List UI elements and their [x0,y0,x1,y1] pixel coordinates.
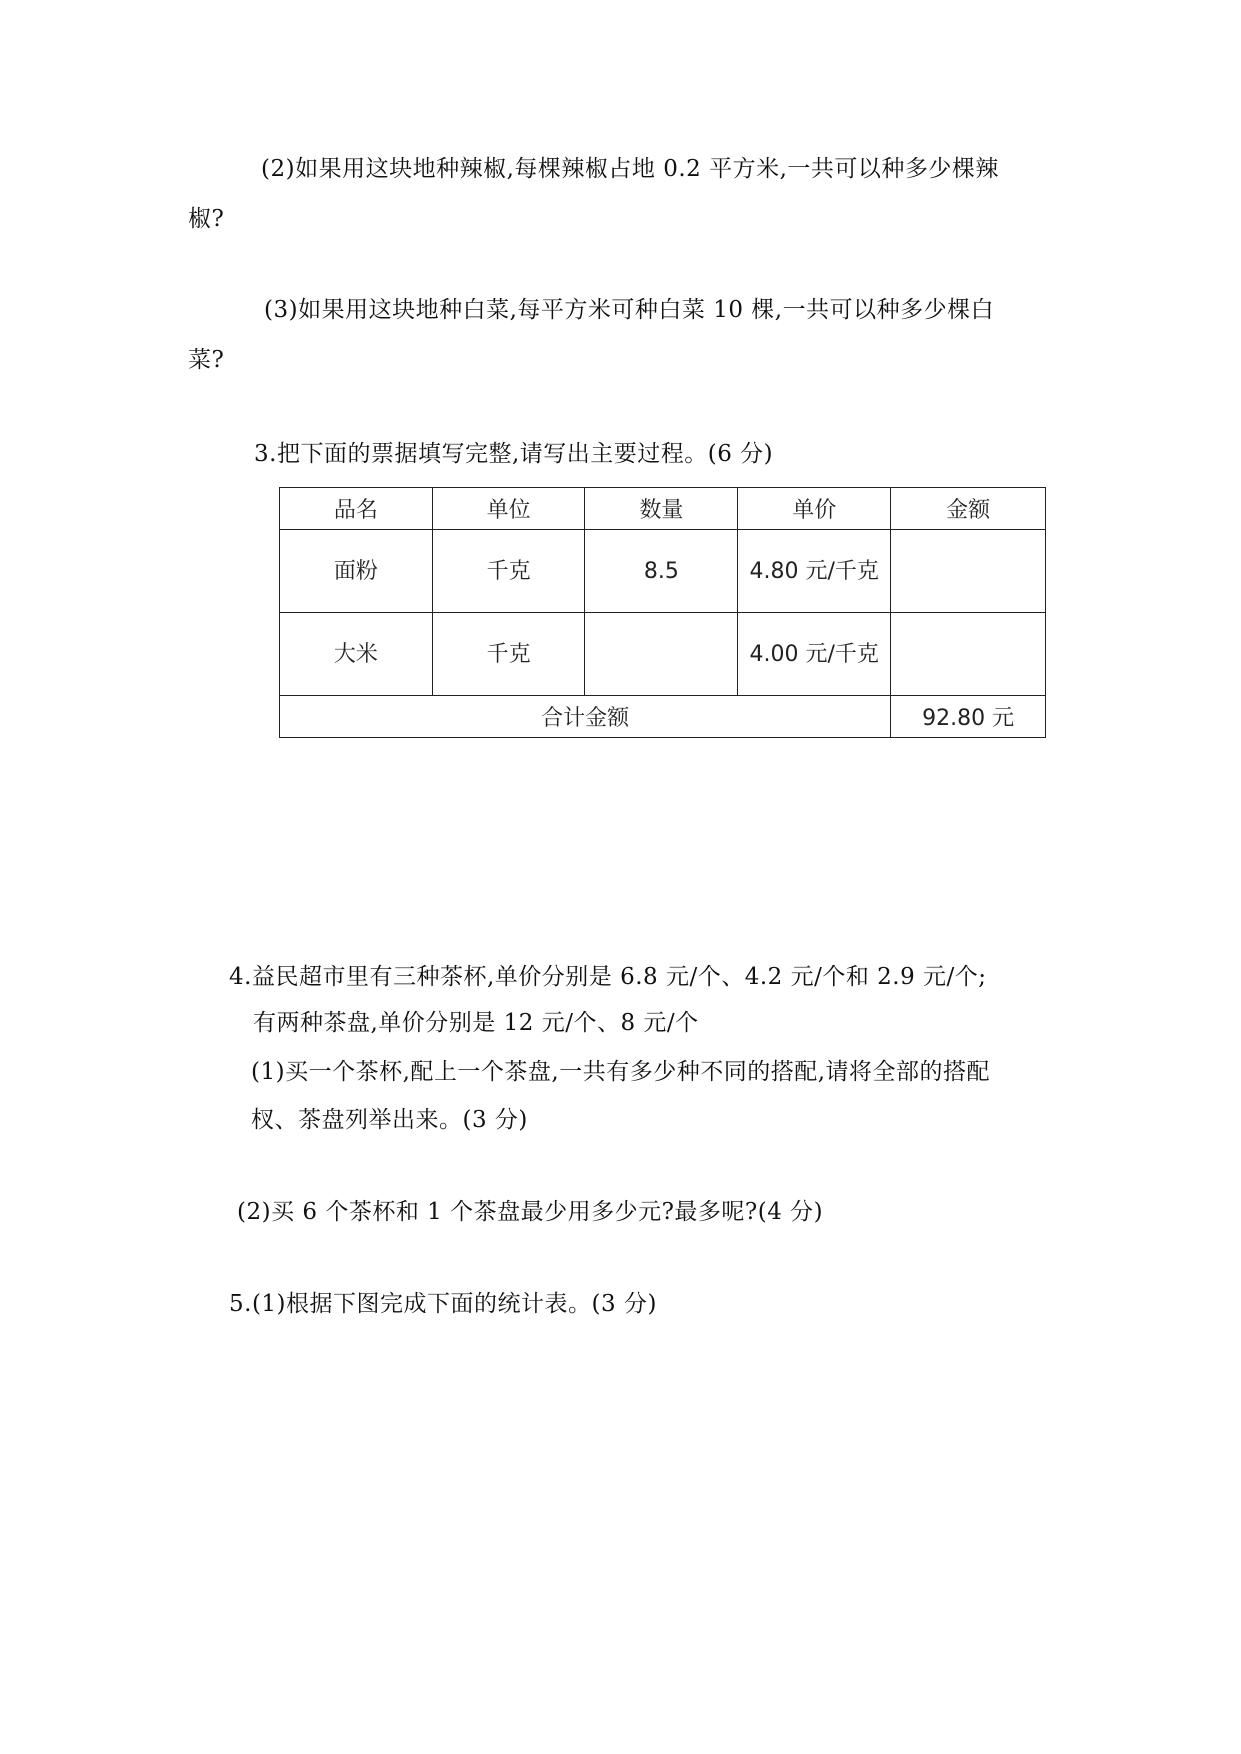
q4-sub1-line2: 杈、茶盘列举出来。(3 分) [251,1107,528,1133]
receipt-total-row [280,696,1046,738]
q2-3-line2: 菜? [188,347,225,373]
row-amount [891,530,1046,613]
q2-2-line2: 椒? [188,206,225,232]
table-row [280,530,1046,613]
receipt-table [279,487,1046,738]
row-price: 4.80 元/千克 [738,530,891,613]
q2-2-line1: (2)如果用这块地种辣椒,每棵辣椒占地 0.2 平方米,一共可以种多少棵辣 [261,156,999,182]
row-name: 大米 [280,613,433,696]
receipt-header-row [280,488,1046,530]
q3-title: 3.把下面的票据填写完整,请写出主要过程。(6 分) [254,441,774,467]
q2-3-line1: (3)如果用这块地种白菜,每平方米可种白菜 10 棵,一共可以种多少棵白 [264,297,995,323]
q4-line2: 有两种茶盘,单价分别是 12 元/个、8 元/个 [253,1010,699,1036]
q4-line1: 4.益民超市里有三种茶杯,单价分别是 6.8 元/个、4.2 元/个和 2.9 元/个; [229,964,987,990]
header-name: 品名 [280,488,433,530]
q4-sub2: (2)买 6 个茶杯和 1 个茶盘最少用多少元?最多呢?(4 分) [237,1199,824,1225]
row-qty: 8.5 [585,530,738,613]
header-price: 单价 [738,488,891,530]
total-label: 合计金额 [280,696,891,738]
total-value: 92.80 元 [891,696,1046,738]
q4-sub1-line1: (1)买一个茶杯,配上一个茶盘,一共有多少种不同的搭配,请将全部的搭配 [251,1059,991,1085]
row-unit: 千克 [432,530,585,613]
header-qty: 数量 [585,488,738,530]
q5-line1: 5.(1)根据下图完成下面的统计表。(3 分) [229,1291,657,1317]
row-price: 4.00 元/千克 [738,613,891,696]
row-unit: 千克 [432,613,585,696]
header-amount: 金额 [891,488,1046,530]
header-unit: 单位 [432,488,585,530]
row-amount [891,613,1046,696]
row-name: 面粉 [280,530,433,613]
row-qty [585,613,738,696]
table-row [280,613,1046,696]
